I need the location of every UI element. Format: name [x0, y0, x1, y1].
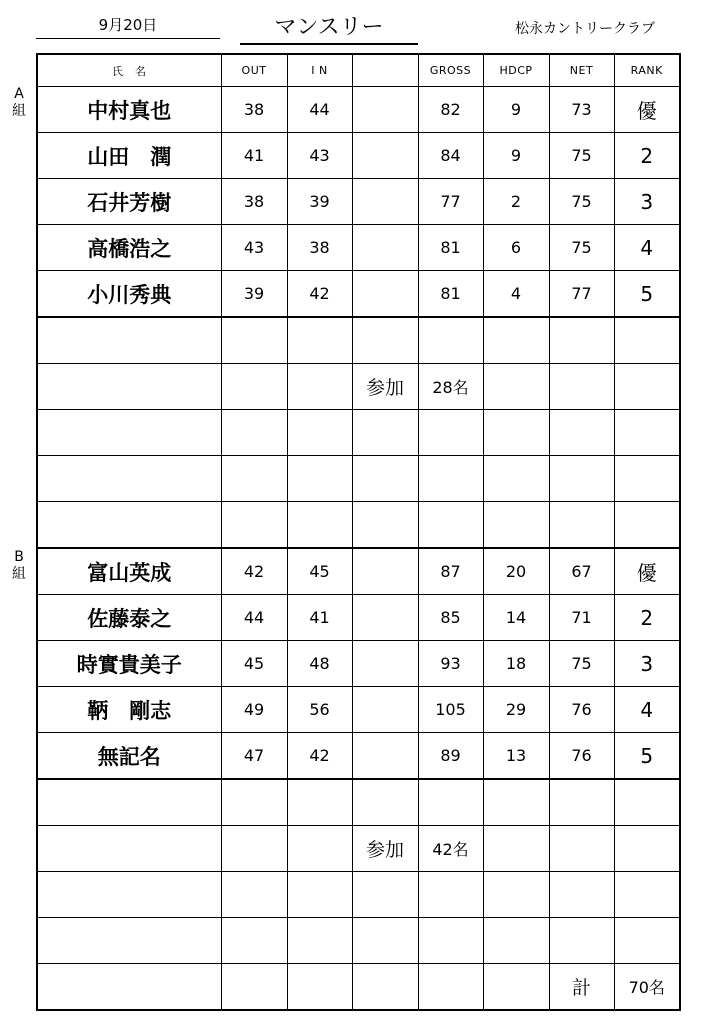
net-score: 71 [549, 595, 614, 641]
blank-cell [352, 733, 418, 780]
participation-label: 参加 [352, 826, 418, 872]
blank-cell [352, 548, 418, 595]
out-score: 39 [221, 271, 287, 318]
participation-label: 参加 [352, 364, 418, 410]
blank-cell [352, 271, 418, 318]
table-row [37, 733, 680, 780]
out-score: 43 [221, 225, 287, 271]
col-out: OUT [221, 54, 287, 87]
player-name: 無記名 [37, 733, 221, 780]
out-score: 47 [221, 733, 287, 780]
table-row [37, 687, 680, 733]
player-name: 小川秀典 [37, 271, 221, 318]
col-in: I N [287, 54, 352, 87]
in-score: 45 [287, 548, 352, 595]
player-name: 時實貴美子 [37, 641, 221, 687]
gross-score: 82 [418, 87, 483, 133]
net-score: 75 [549, 133, 614, 179]
rank-value: 3 [614, 641, 680, 687]
hdcp-value: 9 [483, 87, 549, 133]
net-score: 76 [549, 687, 614, 733]
blank-cell [352, 179, 418, 225]
in-score: 48 [287, 641, 352, 687]
gross-score: 81 [418, 271, 483, 318]
rank-value: 2 [614, 595, 680, 641]
total-label: 計 [549, 964, 614, 1011]
col-hdcp: HDCP [483, 54, 549, 87]
table-row [37, 225, 680, 271]
header-row [37, 54, 680, 87]
blank-cell [352, 641, 418, 687]
table-row [37, 87, 680, 133]
table-row [37, 641, 680, 687]
empty-row [37, 918, 680, 964]
total-count: 70名 [614, 964, 680, 1011]
empty-row [37, 456, 680, 502]
player-name: 中村真也 [37, 87, 221, 133]
net-score: 75 [549, 641, 614, 687]
net-score: 73 [549, 87, 614, 133]
event-date: 9月20日 [36, 14, 220, 39]
participation-row-a [37, 364, 680, 410]
table-row [37, 133, 680, 179]
net-score: 75 [549, 179, 614, 225]
gross-score: 93 [418, 641, 483, 687]
empty-row [37, 502, 680, 549]
hdcp-value: 6 [483, 225, 549, 271]
score-table [36, 53, 681, 1011]
table-row [37, 179, 680, 225]
out-score: 41 [221, 133, 287, 179]
empty-row [37, 779, 680, 826]
hdcp-value: 2 [483, 179, 549, 225]
participation-count: 42名 [418, 826, 483, 872]
blank-cell [352, 687, 418, 733]
player-name: 山田 潤 [37, 133, 221, 179]
hdcp-value: 9 [483, 133, 549, 179]
gross-score: 81 [418, 225, 483, 271]
col-net: NET [549, 54, 614, 87]
rank-value: 3 [614, 179, 680, 225]
page-header [0, 0, 715, 50]
total-row [37, 964, 680, 1011]
out-score: 38 [221, 179, 287, 225]
net-score: 77 [549, 271, 614, 318]
col-blank [352, 54, 418, 87]
hdcp-value: 20 [483, 548, 549, 595]
gross-score: 87 [418, 548, 483, 595]
player-name: 鞆 剛志 [37, 687, 221, 733]
net-score: 67 [549, 548, 614, 595]
rank-value: 2 [614, 133, 680, 179]
participation-row-b [37, 826, 680, 872]
blank-cell [352, 133, 418, 179]
rank-value: 優 [614, 87, 680, 133]
in-score: 42 [287, 271, 352, 318]
in-score: 44 [287, 87, 352, 133]
in-score: 43 [287, 133, 352, 179]
blank-cell [352, 225, 418, 271]
rank-value: 5 [614, 271, 680, 318]
table-row [37, 271, 680, 318]
in-score: 42 [287, 733, 352, 780]
club-name: 松永カントリークラブ [515, 21, 655, 37]
in-score: 38 [287, 225, 352, 271]
table-row [37, 595, 680, 641]
gross-score: 89 [418, 733, 483, 780]
hdcp-value: 13 [483, 733, 549, 780]
rank-value: 優 [614, 548, 680, 595]
rank-value: 5 [614, 733, 680, 780]
empty-row [37, 410, 680, 456]
gross-score: 84 [418, 133, 483, 179]
group-a-label: A 組 [12, 86, 26, 119]
in-score: 56 [287, 687, 352, 733]
table-row [37, 548, 680, 595]
group-b-label: B 組 [12, 549, 26, 582]
player-name: 石井芳樹 [37, 179, 221, 225]
out-score: 42 [221, 548, 287, 595]
gross-score: 105 [418, 687, 483, 733]
col-name: 氏 名 [37, 54, 221, 87]
in-score: 39 [287, 179, 352, 225]
out-score: 45 [221, 641, 287, 687]
gross-score: 85 [418, 595, 483, 641]
blank-cell [352, 87, 418, 133]
participation-count: 28名 [418, 364, 483, 410]
gross-score: 77 [418, 179, 483, 225]
out-score: 49 [221, 687, 287, 733]
empty-row [37, 317, 680, 364]
player-name: 佐藤泰之 [37, 595, 221, 641]
hdcp-value: 29 [483, 687, 549, 733]
empty-row [37, 872, 680, 918]
rank-value: 4 [614, 687, 680, 733]
rank-value: 4 [614, 225, 680, 271]
out-score: 38 [221, 87, 287, 133]
col-gross: GROSS [418, 54, 483, 87]
hdcp-value: 14 [483, 595, 549, 641]
net-score: 76 [549, 733, 614, 780]
player-name: 高橋浩之 [37, 225, 221, 271]
in-score: 41 [287, 595, 352, 641]
blank-cell [352, 595, 418, 641]
page-title: マンスリー [240, 10, 418, 45]
player-name: 富山英成 [37, 548, 221, 595]
col-rank: RANK [614, 54, 680, 87]
hdcp-value: 4 [483, 271, 549, 318]
net-score: 75 [549, 225, 614, 271]
hdcp-value: 18 [483, 641, 549, 687]
out-score: 44 [221, 595, 287, 641]
